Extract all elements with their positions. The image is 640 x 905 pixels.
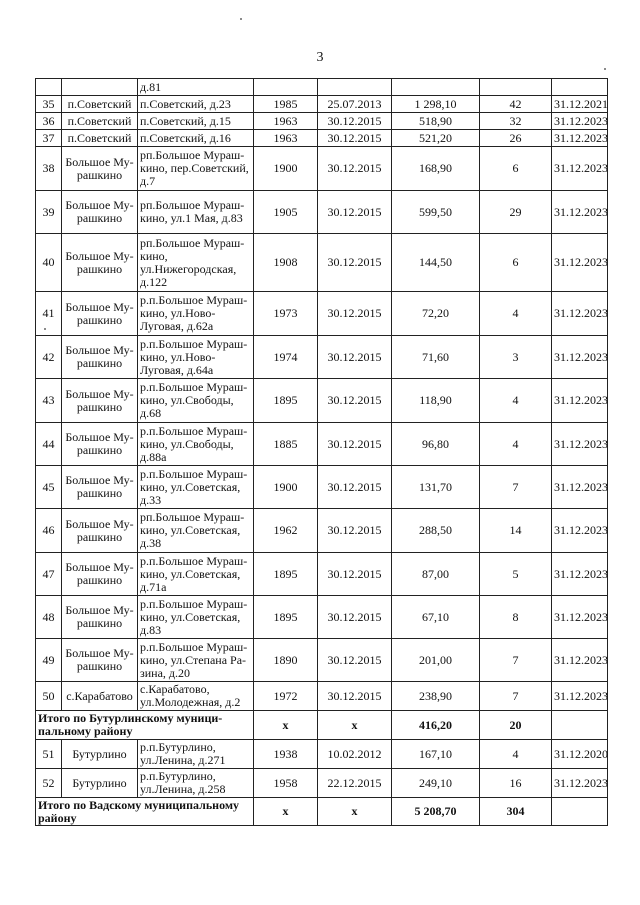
address-cell	[138, 740, 254, 769]
address-cell-line: кино, ул.Ново-	[140, 349, 216, 364]
row-number: 42	[36, 336, 62, 379]
deadline-cell: 31.12.2023	[552, 130, 608, 147]
date-cell: 30.12.2015	[318, 292, 392, 336]
row-number: 45	[36, 466, 62, 509]
total-label-line: Итого по Вадскому муниципальному	[38, 797, 240, 812]
people-cell: 4	[480, 379, 552, 423]
row-number: 41	[36, 292, 62, 336]
settlement-cell	[62, 113, 138, 130]
settlement-cell-line: рашкино	[76, 167, 123, 182]
address-cell-line: р.п.Бутурлино,	[140, 769, 216, 783]
people-cell: 7	[480, 682, 552, 711]
deadline-cell: 31.12.2021	[552, 96, 608, 113]
cell-date	[318, 79, 392, 96]
total-date: х	[318, 798, 392, 826]
settlement-cell	[62, 191, 138, 234]
table-row	[36, 509, 608, 553]
area-cell: 67,10	[392, 596, 480, 639]
table-row	[36, 234, 608, 292]
people-cell: 5	[480, 553, 552, 596]
table-body	[36, 79, 608, 826]
deadline-cell: 31.12.2023	[552, 147, 608, 191]
row-number: 40	[36, 234, 62, 292]
date-cell: 30.12.2015	[318, 379, 392, 423]
year-cell: 1900	[254, 466, 318, 509]
address-cell	[138, 130, 254, 147]
area-cell: 249,10	[392, 769, 480, 798]
total-year: х	[254, 798, 318, 826]
area-cell: 1 298,10	[392, 96, 480, 113]
table-row	[36, 147, 608, 191]
settlement-cell	[62, 292, 138, 336]
scan-speck	[604, 68, 606, 70]
table-row	[36, 596, 608, 639]
table-row	[36, 553, 608, 596]
row-number: 35	[36, 96, 62, 113]
row-number: 52	[36, 769, 62, 798]
date-cell: 30.12.2015	[318, 113, 392, 130]
scan-speck	[44, 328, 46, 330]
address-cell-line: д.68	[140, 406, 162, 420]
table-row	[36, 466, 608, 509]
settlement-cell-line: рашкино	[76, 529, 123, 544]
date-cell: 30.12.2015	[318, 466, 392, 509]
address-cell	[138, 234, 254, 292]
settlement-cell-line: Большое Му-	[65, 198, 134, 212]
people-cell: 3	[480, 336, 552, 379]
settlement-cell-line: рашкино	[76, 211, 123, 225]
address-cell-line: рп.Большое Мураш-	[140, 235, 245, 250]
address-cell-line: р.п.Большое Мураш-	[140, 293, 248, 307]
date-cell: 30.12.2015	[318, 553, 392, 596]
total-people: 304	[480, 798, 552, 826]
settlement-cell-line: рашкино	[76, 356, 123, 370]
settlement-cell	[62, 130, 138, 147]
table-row	[36, 639, 608, 682]
table-row	[36, 96, 608, 113]
date-cell: 30.12.2015	[318, 596, 392, 639]
total-area: 5 208,70	[392, 798, 480, 826]
row-number: 47	[36, 553, 62, 596]
address-cell-line: ул.Ленина, д.271	[140, 753, 226, 767]
row-number: 39	[36, 191, 62, 234]
area-cell: 72,20	[392, 292, 480, 336]
address-cell-line: п.Советский, д.23	[140, 96, 231, 111]
date-cell: 30.12.2015	[318, 682, 392, 711]
address-cell-line: п.Советский, д.16	[140, 130, 231, 145]
settlement-cell-line: рашкино	[76, 312, 123, 327]
address-cell-line: кино, ул.Советская,	[140, 479, 241, 494]
address-cell-line: р.п.Большое Мураш-	[140, 423, 248, 438]
settlement-cell-line: Большое Му-	[65, 560, 134, 574]
area-cell: 96,80	[392, 423, 480, 466]
settlement-cell-line: Большое Му-	[65, 299, 134, 314]
year-cell: 1985	[254, 96, 318, 113]
total-deadline	[552, 711, 608, 740]
total-row	[36, 711, 608, 740]
address-cell-line: р.п.Большое Мураш-	[140, 466, 248, 481]
address-cell-line: д.83	[140, 622, 162, 637]
address-cell-line: д.122	[140, 274, 168, 289]
page-number: 3	[316, 50, 324, 65]
date-cell: 30.12.2015	[318, 191, 392, 234]
date-cell: 25.07.2013	[318, 96, 392, 113]
settlement-cell-line: Большое Му-	[65, 646, 134, 660]
address-cell-line: кино, пер.Советский,	[140, 161, 249, 175]
settlement-cell-line: рашкино	[76, 261, 123, 276]
address-cell-line: кино, ул.Свободы,	[140, 436, 234, 451]
year-cell: 1905	[254, 191, 318, 234]
date-cell: 22.12.2015	[318, 769, 392, 798]
address-cell	[138, 96, 254, 113]
date-cell: 30.12.2015	[318, 639, 392, 682]
year-cell: 1974	[254, 336, 318, 379]
settlement-cell-line: рашкино	[76, 443, 123, 457]
area-cell: 118,90	[392, 379, 480, 423]
table-row	[36, 113, 608, 130]
deadline-cell: 31.12.2023	[552, 113, 608, 130]
row-number: 51	[36, 740, 62, 769]
date-cell: 30.12.2015	[318, 130, 392, 147]
area-cell: 131,70	[392, 466, 480, 509]
settlement-cell-line: п.Советский	[67, 96, 132, 111]
total-people: 20	[480, 711, 552, 740]
total-area: 416,20	[392, 711, 480, 740]
area-cell: 238,90	[392, 682, 480, 711]
year-cell: 1958	[254, 769, 318, 798]
total-label	[36, 711, 254, 740]
total-label-line: Итого по Бутурлинскому муници-	[38, 711, 223, 725]
address-cell-line: кино, ул.Советская,	[140, 566, 241, 581]
deadline-cell: 31.12.2023	[552, 292, 608, 336]
address-cell-line: ул.Нижегородская,	[140, 261, 237, 276]
total-date: х	[318, 711, 392, 740]
address-cell-line: д.88а	[140, 449, 167, 464]
cell-people	[480, 79, 552, 96]
settlement-cell-line: Бутурлино	[72, 746, 127, 761]
date-cell: 10.02.2012	[318, 740, 392, 769]
date-cell: 30.12.2015	[318, 509, 392, 553]
people-cell: 16	[480, 769, 552, 798]
address-cell-line: кино, ул.Ново-	[140, 306, 216, 320]
area-cell: 288,50	[392, 509, 480, 553]
address-cell	[138, 379, 254, 423]
date-cell: 30.12.2015	[318, 423, 392, 466]
settlement-cell-line: Большое Му-	[65, 343, 134, 357]
table-row	[36, 130, 608, 147]
settlement-cell-line: рашкино	[76, 399, 123, 414]
row-number: 50	[36, 682, 62, 711]
settlement-cell-line: рашкино	[76, 486, 123, 500]
address-cell-line: кино, ул.Свободы,	[140, 393, 234, 407]
cell-address: д.81	[138, 79, 254, 96]
total-label-line: пальному району	[38, 724, 133, 738]
year-cell: 1895	[254, 553, 318, 596]
deadline-cell: 31.12.2023	[552, 639, 608, 682]
cell-n	[36, 79, 62, 96]
people-cell: 6	[480, 147, 552, 191]
deadline-cell: 31.12.2023	[552, 553, 608, 596]
settlement-cell	[62, 96, 138, 113]
people-cell: 4	[480, 740, 552, 769]
settlement-cell	[62, 769, 138, 798]
row-number: 37	[36, 130, 62, 147]
address-cell	[138, 147, 254, 191]
deadline-cell: 31.12.2023	[552, 509, 608, 553]
settlement-cell-line: Большое Му-	[65, 154, 134, 169]
total-year: х	[254, 711, 318, 740]
row-number: 36	[36, 113, 62, 130]
settlement-cell	[62, 379, 138, 423]
people-cell: 14	[480, 509, 552, 553]
row-number: 48	[36, 596, 62, 639]
date-cell: 30.12.2015	[318, 147, 392, 191]
address-cell	[138, 639, 254, 682]
row-number: 38	[36, 147, 62, 191]
cell-settlement	[62, 79, 138, 96]
table-row	[36, 336, 608, 379]
address-cell-line: р.п.Большое Мураш-	[140, 553, 248, 568]
scan-speck	[240, 18, 242, 20]
address-cell-line: Луговая, д.64а	[140, 362, 214, 377]
area-cell: 144,50	[392, 234, 480, 292]
area-cell: 71,60	[392, 336, 480, 379]
settlement-cell-line: с.Карабатово	[66, 688, 133, 703]
row-number: 46	[36, 509, 62, 553]
year-cell: 1972	[254, 682, 318, 711]
settlement-cell	[62, 509, 138, 553]
address-cell-line: п.Советский, д.15	[140, 113, 231, 128]
deadline-cell: 31.12.2023	[552, 596, 608, 639]
deadline-cell: 31.12.2023	[552, 379, 608, 423]
area-cell: 518,90	[392, 113, 480, 130]
deadline-cell: 31.12.2023	[552, 191, 608, 234]
settlement-cell	[62, 553, 138, 596]
address-cell-line: ул.Ленина, д.258	[140, 782, 226, 796]
table-row	[36, 423, 608, 466]
address-cell-line: рп.Большое Мураш-	[140, 198, 245, 212]
year-cell: 1963	[254, 113, 318, 130]
address-cell-line: д.38	[140, 536, 162, 550]
address-cell-line: кино,	[140, 248, 168, 263]
year-cell: 1963	[254, 130, 318, 147]
address-cell-line: р.п.Большое Мураш-	[140, 336, 248, 351]
table-row	[36, 740, 608, 769]
address-cell-line: р.п.Большое Мураш-	[140, 380, 248, 394]
deadline-cell: 31.12.2023	[552, 423, 608, 466]
area-cell: 521,20	[392, 130, 480, 147]
address-cell-line: Луговая, д.62а	[140, 319, 214, 333]
cell-year	[254, 79, 318, 96]
area-cell: 87,00	[392, 553, 480, 596]
settlement-cell	[62, 466, 138, 509]
year-cell: 1885	[254, 423, 318, 466]
people-cell: 7	[480, 466, 552, 509]
address-cell-line: кино, ул.1 Мая, д.83	[140, 211, 243, 225]
settlement-cell	[62, 682, 138, 711]
year-cell: 1962	[254, 509, 318, 553]
cell-area	[392, 79, 480, 96]
settlement-cell-line: Бутурлино	[72, 775, 127, 790]
address-cell-line: д.33	[140, 492, 162, 507]
address-cell	[138, 596, 254, 639]
people-cell: 26	[480, 130, 552, 147]
table-row	[36, 769, 608, 798]
address-cell-line: р.п.Большое Мураш-	[140, 596, 248, 611]
deadline-cell: 31.12.2020	[552, 740, 608, 769]
area-cell: 201,00	[392, 639, 480, 682]
row-number: 49	[36, 639, 62, 682]
address-cell-line: рп.Большое Мураш-	[140, 510, 245, 524]
settlement-cell-line: рашкино	[76, 616, 123, 630]
address-cell-line: р.п.Бутурлино,	[140, 740, 216, 754]
settlement-cell-line: Большое Му-	[65, 248, 134, 263]
area-cell: 168,90	[392, 147, 480, 191]
address-cell-line: р.п.Большое Мураш-	[140, 639, 248, 654]
people-cell: 6	[480, 234, 552, 292]
total-row	[36, 798, 608, 826]
address-cell	[138, 769, 254, 798]
date-cell: 30.12.2015	[318, 336, 392, 379]
address-cell	[138, 191, 254, 234]
settlement-cell-line: Большое Му-	[65, 516, 134, 531]
row-number: 43	[36, 379, 62, 423]
address-cell	[138, 336, 254, 379]
address-cell	[138, 423, 254, 466]
date-cell: 30.12.2015	[318, 234, 392, 292]
settlement-cell	[62, 234, 138, 292]
address-cell	[138, 113, 254, 130]
settlement-cell-line: рашкино	[76, 659, 123, 673]
people-cell: 4	[480, 292, 552, 336]
deadline-cell: 31.12.2023	[552, 769, 608, 798]
address-cell	[138, 509, 254, 553]
address-cell-line: кино, ул.Советская,	[140, 609, 241, 624]
people-cell: 32	[480, 113, 552, 130]
table-row-fragment	[36, 79, 608, 96]
people-cell: 8	[480, 596, 552, 639]
address-cell	[138, 553, 254, 596]
address-cell	[138, 682, 254, 711]
deadline-cell: 31.12.2023	[552, 682, 608, 711]
area-cell: 167,10	[392, 740, 480, 769]
people-cell: 7	[480, 639, 552, 682]
settlement-cell	[62, 639, 138, 682]
settlement-cell	[62, 423, 138, 466]
address-cell-line: ул.Молодежная, д.2	[140, 695, 241, 709]
people-cell: 4	[480, 423, 552, 466]
settlement-cell-line: п.Советский	[67, 130, 132, 145]
deadline-cell: 31.12.2023	[552, 234, 608, 292]
settlement-cell	[62, 147, 138, 191]
settlement-cell-line: Большое Му-	[65, 430, 134, 444]
address-cell-line: рп.Большое Мураш-	[140, 148, 245, 162]
deadline-cell: 31.12.2023	[552, 466, 608, 509]
settlement-cell-line: Большое Му-	[65, 473, 134, 487]
address-cell-line: кино, ул.Степана Ра-	[140, 652, 247, 667]
area-cell: 599,50	[392, 191, 480, 234]
year-cell: 1973	[254, 292, 318, 336]
year-cell: 1895	[254, 379, 318, 423]
address-cell	[138, 466, 254, 509]
table-row	[36, 292, 608, 336]
year-cell: 1908	[254, 234, 318, 292]
people-cell: 29	[480, 191, 552, 234]
year-cell: 1890	[254, 639, 318, 682]
address-cell	[138, 292, 254, 336]
settlement-cell	[62, 740, 138, 769]
settlement-cell-line: п.Советский	[67, 113, 132, 128]
settlement-cell-line: Большое Му-	[65, 603, 134, 617]
settlement-cell	[62, 336, 138, 379]
settlement-cell-line: Большое Му-	[65, 386, 134, 401]
total-label	[36, 798, 254, 826]
address-cell-line: д.7	[140, 174, 156, 188]
total-deadline	[552, 798, 608, 826]
year-cell: 1938	[254, 740, 318, 769]
table-row	[36, 379, 608, 423]
address-cell-line: с.Карабатово,	[140, 682, 210, 696]
cell-deadline	[552, 79, 608, 96]
address-cell-line: зина, д.20	[140, 665, 191, 680]
row-number: 44	[36, 423, 62, 466]
table-row	[36, 682, 608, 711]
address-cell-line: д.71а	[140, 579, 167, 594]
people-cell: 42	[480, 96, 552, 113]
year-cell: 1900	[254, 147, 318, 191]
deadline-cell: 31.12.2023	[552, 336, 608, 379]
settlement-cell	[62, 596, 138, 639]
total-label-line: району	[38, 810, 77, 825]
settlement-cell-line: рашкино	[76, 573, 123, 587]
housing-register-table	[35, 78, 608, 826]
address-cell-line: кино, ул.Советская,	[140, 523, 241, 537]
table-row	[36, 191, 608, 234]
year-cell: 1895	[254, 596, 318, 639]
